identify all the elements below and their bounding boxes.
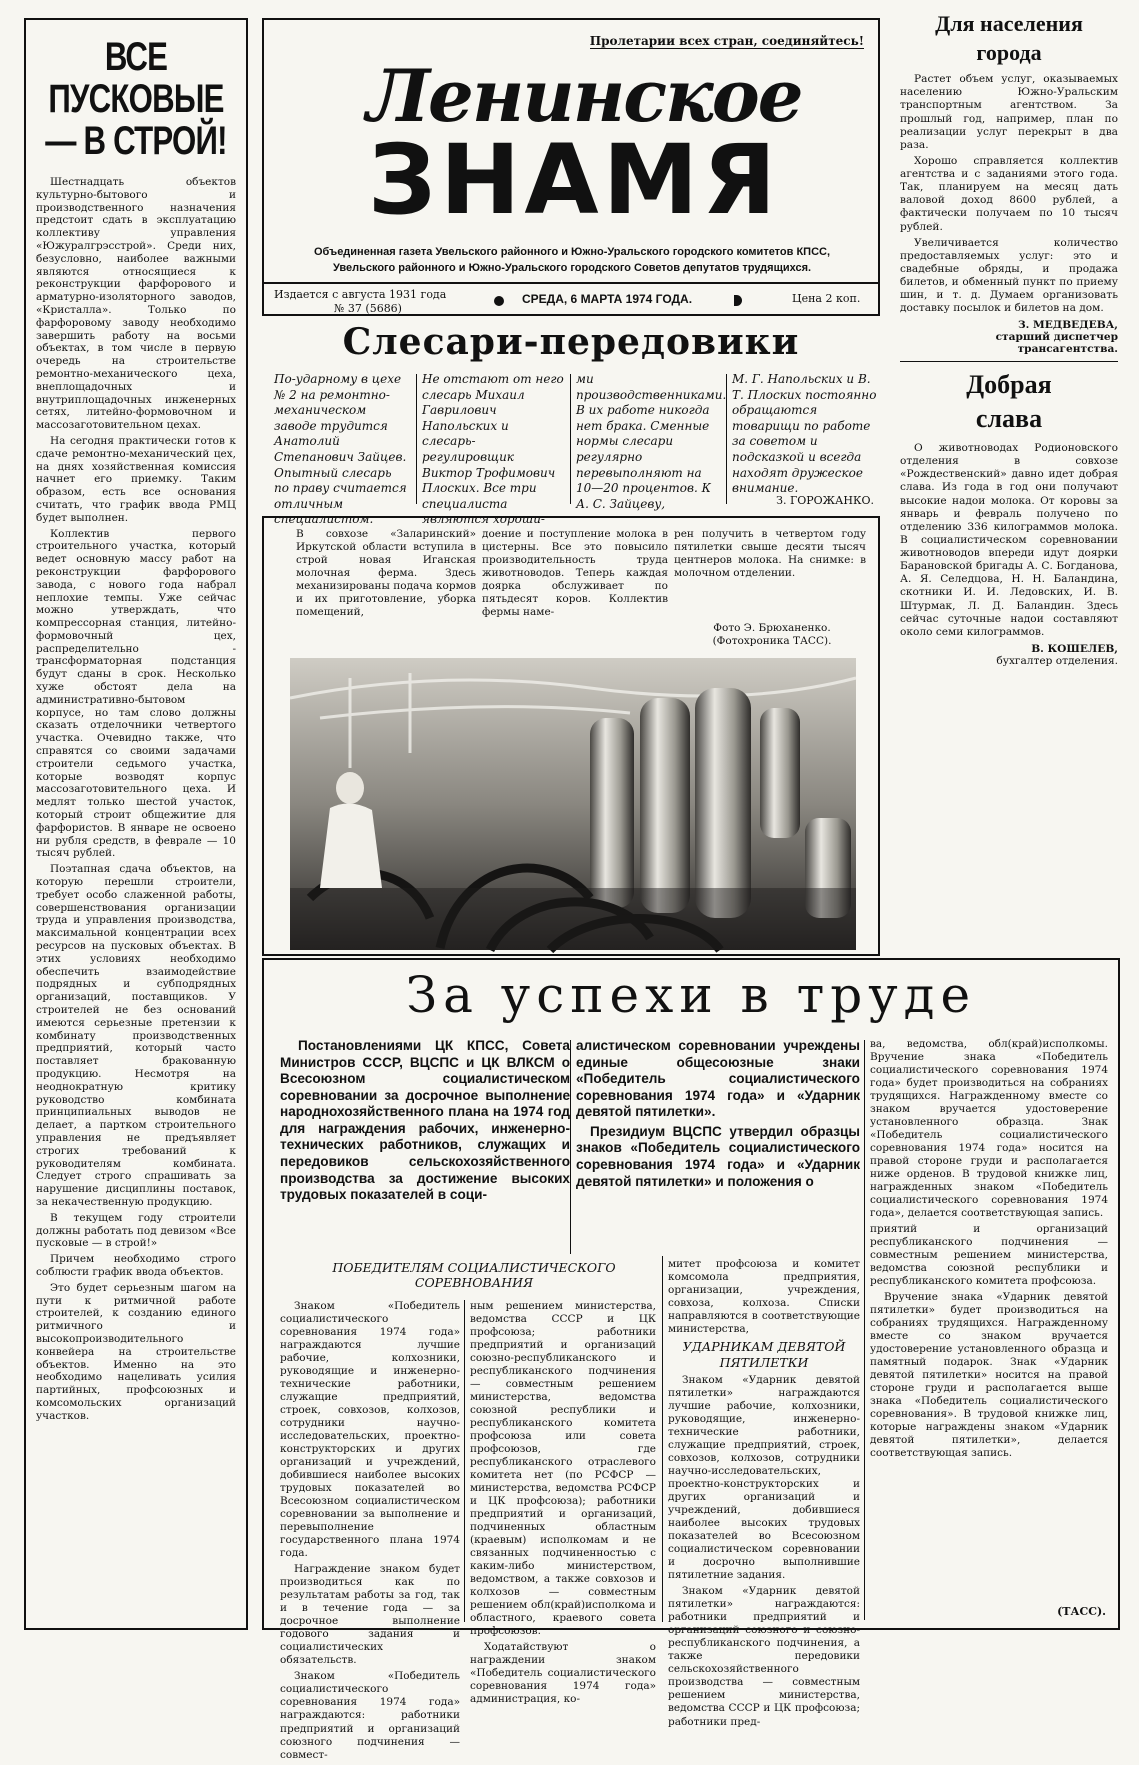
right-article-1-body <box>900 73 1118 315</box>
photo-story-col-3-text: рен получить в четвертом году пятилетки свыше десяти тысяч центнеров молока. <box>674 528 866 567</box>
right-paragraph: Растет объем услуг, оказываемых населению Южно-Уральским транспортным агентством. За прошлый год, например, план по реализации услуг перекрыт в два раза. <box>900 73 1118 151</box>
right-signature-2-role: бухгалтер отделения. <box>996 654 1118 667</box>
slesari-col-3: ми производственниками. В их работе никогда нет брака. Сменные нормы слесари регулярно перевыполняют на 10—20 процентов. К А. С. Зайцеву, <box>576 372 727 511</box>
uspekhi-subhead-2: УДАРНИКАМ ДЕВЯТОЙ ПЯТИЛЕТКИ <box>682 1339 846 1370</box>
right-column <box>900 10 1118 950</box>
uspekhi-paragraph: митет профсоюза и комитет комсомола предприятия, организации, учреждения, совхоза, колхоза. Списки направляются в соответствующие министерства, <box>668 1258 860 1336</box>
right-paragraph: Хорошо справляется коллектив агентства и с заданиями этого года. Так, планируем на месяц дать валовой доход 8600 рублей, а фактически получаем по 10 тысяч рублей. <box>900 154 1118 233</box>
uspekhi-frame <box>262 958 1120 1761</box>
right-signature-2-name: В. КОШЕЛЕВ, <box>1031 642 1118 655</box>
right-divider <box>900 361 1118 362</box>
masthead-moon <box>734 295 742 306</box>
left-paragraph: Причем необходимо строго соблюсти график ввода объектов. <box>36 1253 236 1278</box>
slesari-col-rule <box>416 374 417 504</box>
masthead-title-script: Ленинское <box>366 53 802 138</box>
uspekhi-vrule <box>464 1300 465 1622</box>
uspekhi-vrule <box>864 1040 865 1620</box>
uspekhi-col-b <box>470 1300 656 1709</box>
masthead-box <box>262 18 880 316</box>
left-article-body <box>36 176 236 1423</box>
masthead-divider <box>264 282 878 284</box>
uspekhi-paragraph: Награждение знаком будет производиться как по результатам работы за год, так и в течение года — за досрочное выполнение годового задания и социалистических обязательств. <box>280 1563 460 1667</box>
left-paragraph: Шестнадцать объектов культурно-бытового и производственного назначения предстоит сдать в эксплуатацию коллективу управления «Южуралгрэсстрой». Среди них, безусловно, наиболее важными являются относящиеся к реконструкции фарфорового и арматурно-изоляторного заводов, «Кристалла». Только по фарфоровому заводу необходимо завершить работу на восьми объектах, в том числе в первую очередь на строительстве ремонтно-механического цеха, внеплощадочных и внутриплощадочных инженерных сетях, литейно-формовочном и массозаготовительном цехах. <box>36 176 236 432</box>
masthead-issue: № 37 (5686) <box>334 302 402 315</box>
left-paragraph: Это будет серьезным шагом на пути к ритмичной работе строителей, к созданию единого ритмичного и высокопроизводительного конвейера на строительстве объектов. Именно на это необходимо нацеливать усилия партийных, профсоюзных и комсомольских организаций участков. <box>36 1281 236 1422</box>
uspekhi-lead-left: Постановлениями ЦК КПСС, Совета Министров СССР, ВЦСПС и ЦК ВЛКСМ о Всесоюзном социалистическом соревновании за досрочное выполнение народнохозяйственного плана на 1974 год для награждения рабочих, инженерно-технических работников, служащих и передовиков сельскохозяйственного производства за достижение высоких трудовых показателей в соци- <box>280 1038 570 1203</box>
masthead-since: Издается с августа 1931 года <box>274 288 447 301</box>
photo-story-col-1: В совхозе «Заларинский» Иркутской области вступила в строй новая Иганская молочная ферма. Здесь механизированы подача кормов и их приготовление, уборка помещений, <box>296 528 476 619</box>
uspekhi-paragraph: ным решением министерства, ведомства СССР и ЦК профсоюза; работники предприятий и организаций союзно-республиканского и республиканского подчинения — совместным решением министерства, ведомства союзной республики и республиканского комитета профсоюза или совета профсоюзов, где республиканского отраслевого комитета нет (по РСФСР — министерства, ведомства РСФСР и ЦК профсоюза); работники предприятий и организаций, подчиненных областным (краевым) исполкомам и не связанных подчиненностью с каким-либо министерством, ведомством, а также совхозов и колхозов — совместным решением обл(край)исполкома и областного, краевого совета профсоюзов. <box>470 1300 656 1638</box>
right-article-2-body <box>900 442 1118 639</box>
slesari-col-rule <box>570 374 571 504</box>
uspekhi-headline: За успехи в труде <box>405 966 977 1024</box>
uspekhi-paragraph: Знаком «Победитель социалистического соревнования 1974 года» награждаются лучшие рабочие, колхозники, руководящие и инженерно-технические работники, служащие предприятий, строек, совхозов, колхозов, сотрудники научно-исследовательских, проектно-конструкторских и других организаций и учреждений, добившиеся наиболее высоких трудовых показателей во Всесоюзном социалистическом соревновании за выполнение и перевыполнение государственного плана 1974 года. <box>280 1300 460 1560</box>
uspekhi-paragraph: Знаком «Победитель социалистического соревнования 1974 года» награждаются: работники предприятий и организаций союзного подчинения — совмест- <box>280 1670 460 1761</box>
left-article-frame <box>24 18 248 1630</box>
left-paragraph: На сегодня практически готов к сдаче ремонтно-механический цех, на днях хозяйственная комиссия начнет его приемку. Таким образом, есть все основания считать, что график ввода РМЦ будет выполнен. <box>36 434 236 524</box>
uspekhi-source: (ТАСС). <box>1057 1605 1106 1618</box>
masthead-date: СРЕДА, 6 МАРТА 1974 ГОДА. <box>522 292 693 306</box>
right-headline-1: Для населения города <box>935 11 1083 65</box>
uspekhi-col-c <box>668 1258 860 1732</box>
photo-story-col-3 <box>674 528 866 580</box>
uspekhi-vrule <box>570 1040 571 1254</box>
photo-credit-agency: (Фотохроника ТАСС). <box>712 635 832 648</box>
photo-credit <box>684 622 860 648</box>
slesari-col-2: Не отстают от него слесарь Михаил Гаврилович Напольских и слесарь-регулировщик Виктор Трофимович Плоских. Все три специалиста являются хороши- <box>422 372 564 527</box>
masthead-bullet <box>494 296 504 306</box>
right-paragraph: Увеличивается количество предоставляемых услуг: это и свадебные обряды, и продажа билетов, и обменный пункт по приему шин, и т. д. Думаем организовать доставку посылок и билетов на дом. <box>900 236 1118 315</box>
masthead-slogan: Пролетарии всех стран, соединяйтесь! <box>589 34 864 48</box>
left-article-headline: ВСЕ ПУСКОВЫЕ — В СТРОЙ! <box>45 35 227 163</box>
slesari-col-4: М. Г. Напольских и В. Т. Плоских постоянно обращаются товарищи по работе за советом и подсказкой и всегда находят дружеское внимание. <box>732 372 877 496</box>
uspekhi-paragraph: Знаком «Ударник девятой пятилетки» награждаются: работники предприятий и организаций союзного и союзно-республиканского подчинения, а также передовики сельскохозяйственного производства — совместным решением министерства, ведомства СССР и ЦК профсоюза; работники пред- <box>668 1585 860 1728</box>
photo-story-col-2: доение и поступление молока в цистерны. Все это повысило производительность труда животноводов. Теперь каждая доярка обслуживает по пятьдесят коров. Коллектив фермы наме- <box>482 528 668 619</box>
uspekhi-paragraph: Знаком «Ударник девятой пятилетки» награждаются лучшие рабочие, колхозники, руководящие, инженерно-технические работники, служащие предприятий, строек, совхозов, колхозов, сотрудники научно-исследовательских, проектно-конструкторских и других организаций и учреждений, добившиеся наиболее высоких трудовых показателей во Всесоюзном социалистическом соревновании и досрочно выполнившие пятилетние задания. <box>668 1374 860 1582</box>
slesari-headline: Слесари-передовики <box>342 321 800 363</box>
uspekhi-lead-right <box>576 1038 860 1193</box>
slesari-col-rule <box>726 374 727 504</box>
right-paragraph: О животноводах Родионовского отделения в совхозе «Рождественский» давно идет добрая слава. Из года в год они получают высокие надои молока. От коровы за январь и февраль получено по отделению 336 килограммов молока. В социалистическом соревновании животноводов впереди идут доярки Барановской бригады А. С. Богданова, А. Я. Селедцова, Н. Н. Баландина, скотники И. И. Ледовских, И. В. Штурмак, Л. Д. Баландин. Здесь сейчас суточные надои составляют около семи килограммов. <box>900 442 1118 638</box>
photo-caption: На снимке: в молочном отделении. <box>674 554 866 580</box>
uspekhi-subhead-1: ПОБЕДИТЕЛЯМ СОЦИАЛИСТИЧЕСКОГО СОРЕВНОВАНИЯ <box>332 1260 616 1290</box>
left-paragraph: В текущем году строители должны работать под девизом «Все пусковые — в строй!» <box>36 1211 236 1250</box>
slesari-section <box>262 321 880 527</box>
right-headline-2: Добрая слава <box>966 370 1052 434</box>
right-signature-1-name: З. МЕДВЕДЕВА, <box>1017 319 1118 332</box>
right-signature-1-role: старший диспетчер трансагентства. <box>995 331 1118 356</box>
slesari-signature: З. ГОРОЖАНКО. <box>776 494 874 507</box>
slesari-col-1: По-ударному в цехе № 2 на ремонтно-механическом заводе трудится Анатолий Степанович Зайцев. Опытный слесарь по праву считается отличным специалистом. <box>274 372 407 527</box>
uspekhi-paragraph: приятий и организаций республиканского подчинения — совместным решением министерства, ведомства союзной республики и республиканского комитета профсоюза. <box>870 1223 1108 1288</box>
left-paragraph: Коллектив первого строительного участка, который ведет основную массу работ на реконструкции фарфорового завода, с нового года набрал неплохие темпы. Уже сейчас можно утверждать, что компрессорная станция, литейно-формовочный цех, распределительно - трансформаторная подстанция будут сданы в срок. Несколько хуже обстоят дела на административно-бытовом корпусе, но там слово должны сказать отделочники четвертого участка. Очевидно также, что справятся со своими задачами строители седьмого участка, которые возводят корпус массозаготовительного цеха. И медлят только шестой участок, который строит общежитие для фарфористов. В январе не освоено ни рубля средств, в феврале — 10 тысяч рублей. <box>36 527 236 860</box>
uspekhi-col-a <box>280 1300 460 1765</box>
masthead-subtitle-1: Объединенная газета Увельского районного и Южно-Уральского городского комитетов КПСС, <box>313 246 831 258</box>
masthead-title-main: ЗНАМЯ <box>367 124 781 236</box>
uspekhi-lead-right-p2: Президиум ВЦСПС утвердил образцы знаков «Победитель социалистического соревнования 1974 года» и «Ударник девятой пятилетки» и положения о <box>576 1123 860 1189</box>
milking-photo <box>290 658 856 950</box>
uspekhi-vrule <box>662 1256 663 1622</box>
uspekhi-col-d <box>870 1038 1108 1464</box>
photo-story-frame <box>262 516 880 956</box>
masthead-price: Цена 2 коп. <box>792 292 861 305</box>
uspekhi-paragraph: Ходатайствуют о награждении знаком «Победитель социалистического соревнования 1974 года» администрация, ко- <box>470 1641 656 1706</box>
masthead-subtitle-2: Увельского районного и Южно-Уральского городского Советов депутатов трудящихся. <box>332 262 812 274</box>
uspekhi-paragraph: ва, ведомства, обл(край)исполкомы. Вручение знака «Победитель социалистического соревнования 1974 года» будет производиться на собраниях трудящихся. Награжденному вместе со знаком вручается удостоверение установленного образца. Знак «Победитель социалистического соревнования 1974 года» носится на правой стороне груди и располагается ниже орденов. В трудовой книжке лиц, награжденных знаком «Победитель социалистического соревнования 1974 года», делается соответствующая запись. <box>870 1038 1108 1220</box>
uspekhi-lead-right-p1: алистическом соревновании учреждены единые общесоюзные знаки «Победитель социалистического соревнования 1974 года» и «Ударник девятой пятилетки». <box>576 1038 860 1120</box>
left-paragraph: Поэтапная сдача объектов, на которую перешли строители, требует особо слаженной работы, совершенствования организации труда и управления производства, максимальной концентрации всех ресурсов на пусковых объектах. В этих условиях необходимо обеспечить взаимодействие подрядных и субподрядных организаций, поставщиков. У строителей не без оснований имеются серьезные претензии к комбинату производственных предприятий, который часто поставляет бракованную продукцию. Несмотря на неоднократную критику руководство комбината принципиальных выводов не делает, а партком строительного управления не предъявляет строгих требований к руководителям комбината. Следует строго спрашивать за нарушение дисциплины поставок, за некачественную продукцию. <box>36 863 236 1208</box>
photo-credit-author: Фото Э. Брюханенко. <box>713 622 831 634</box>
uspekhi-paragraph: Вручение знака «Ударник девятой пятилетки» будет производиться на собраниях трудящихся. Награжденному вместе со знаком вручается удостоверение установленного образца и памятный подарок. Знак «Ударник девятой пятилетки» носится на правой стороне груди и располагается выше знака «Победитель социалистического соревнования». В трудовой книжке лиц, которые награждены знаком «Ударник девятой пятилетки», делается соответствующая запись. <box>870 1291 1108 1460</box>
